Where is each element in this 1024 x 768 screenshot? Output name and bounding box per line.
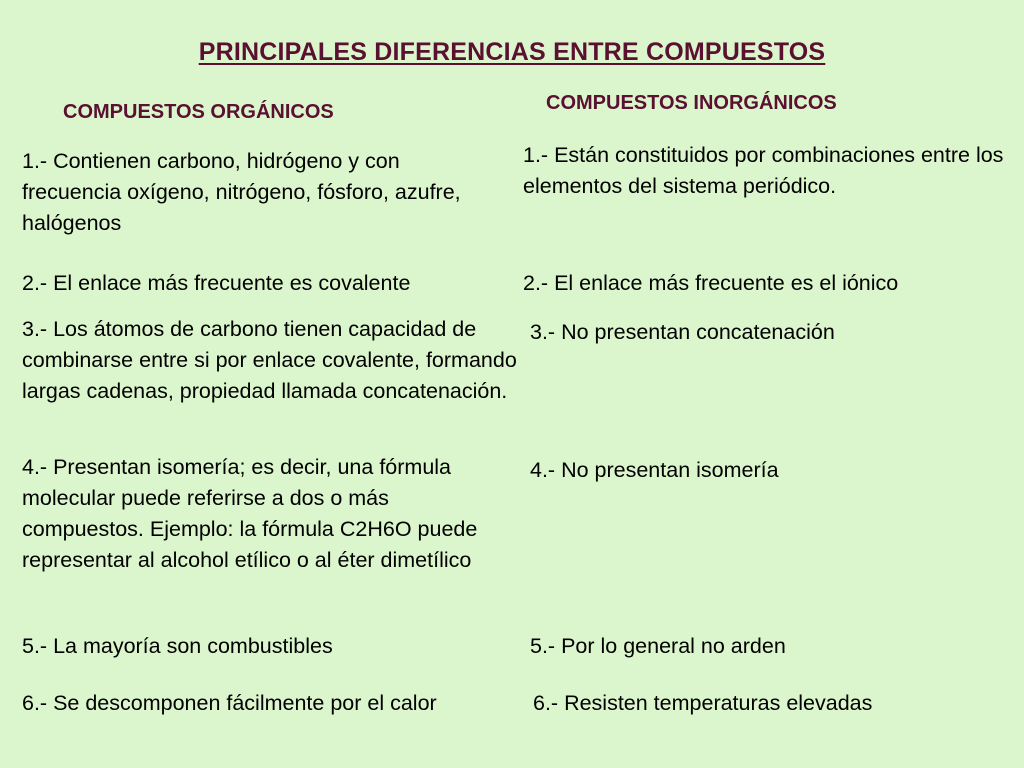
inorganic-item-5: 5.- Por lo general no arden bbox=[530, 634, 786, 658]
inorganic-item-3: 3.- No presentan concatenación bbox=[530, 320, 835, 344]
inorganic-item-1: 1.- Están constituidos por combinaciones entre los elementos del sistema periódico. bbox=[523, 143, 1004, 198]
organic-heading: COMPUESTOS ORGÁNICOS bbox=[63, 101, 334, 123]
organic-item-4: 4.- Presentan isomería; es decir, una fórmula molecular puede referirse a dos o más compuestos. Ejemplo: la fórmula C2H6O puede representar al alcohol etílico o al éter dimetílico bbox=[22, 455, 478, 572]
inorganic-item-2: 2.- El enlace más frecuente es el iónico bbox=[523, 271, 899, 295]
organic-item-1: 1.- Contienen carbono, hidrógeno y con frecuencia oxígeno, nitrógeno, fósforo, azufre, halógenos bbox=[22, 149, 461, 235]
organic-item-2: 2.- El enlace más frecuente es covalente bbox=[22, 271, 411, 295]
organic-item-5: 5.- La mayoría son combustibles bbox=[22, 634, 333, 658]
inorganic-heading: COMPUESTOS INORGÁNICOS bbox=[546, 92, 837, 114]
organic-item-3: 3.- Los átomos de carbono tienen capacidad de combinarse entre si por enlace covalente, formando largas cadenas, propiedad llamada concatenación. bbox=[22, 317, 517, 403]
inorganic-item-6: 6.- Resisten temperaturas elevadas bbox=[533, 691, 873, 715]
inorganic-item-4: 4.- No presentan isomería bbox=[530, 458, 779, 482]
slide-title: PRINCIPALES DIFERENCIAS ENTRE COMPUESTOS bbox=[198, 38, 826, 66]
organic-item-6: 6.- Se descomponen fácilmente por el calor bbox=[22, 691, 437, 715]
